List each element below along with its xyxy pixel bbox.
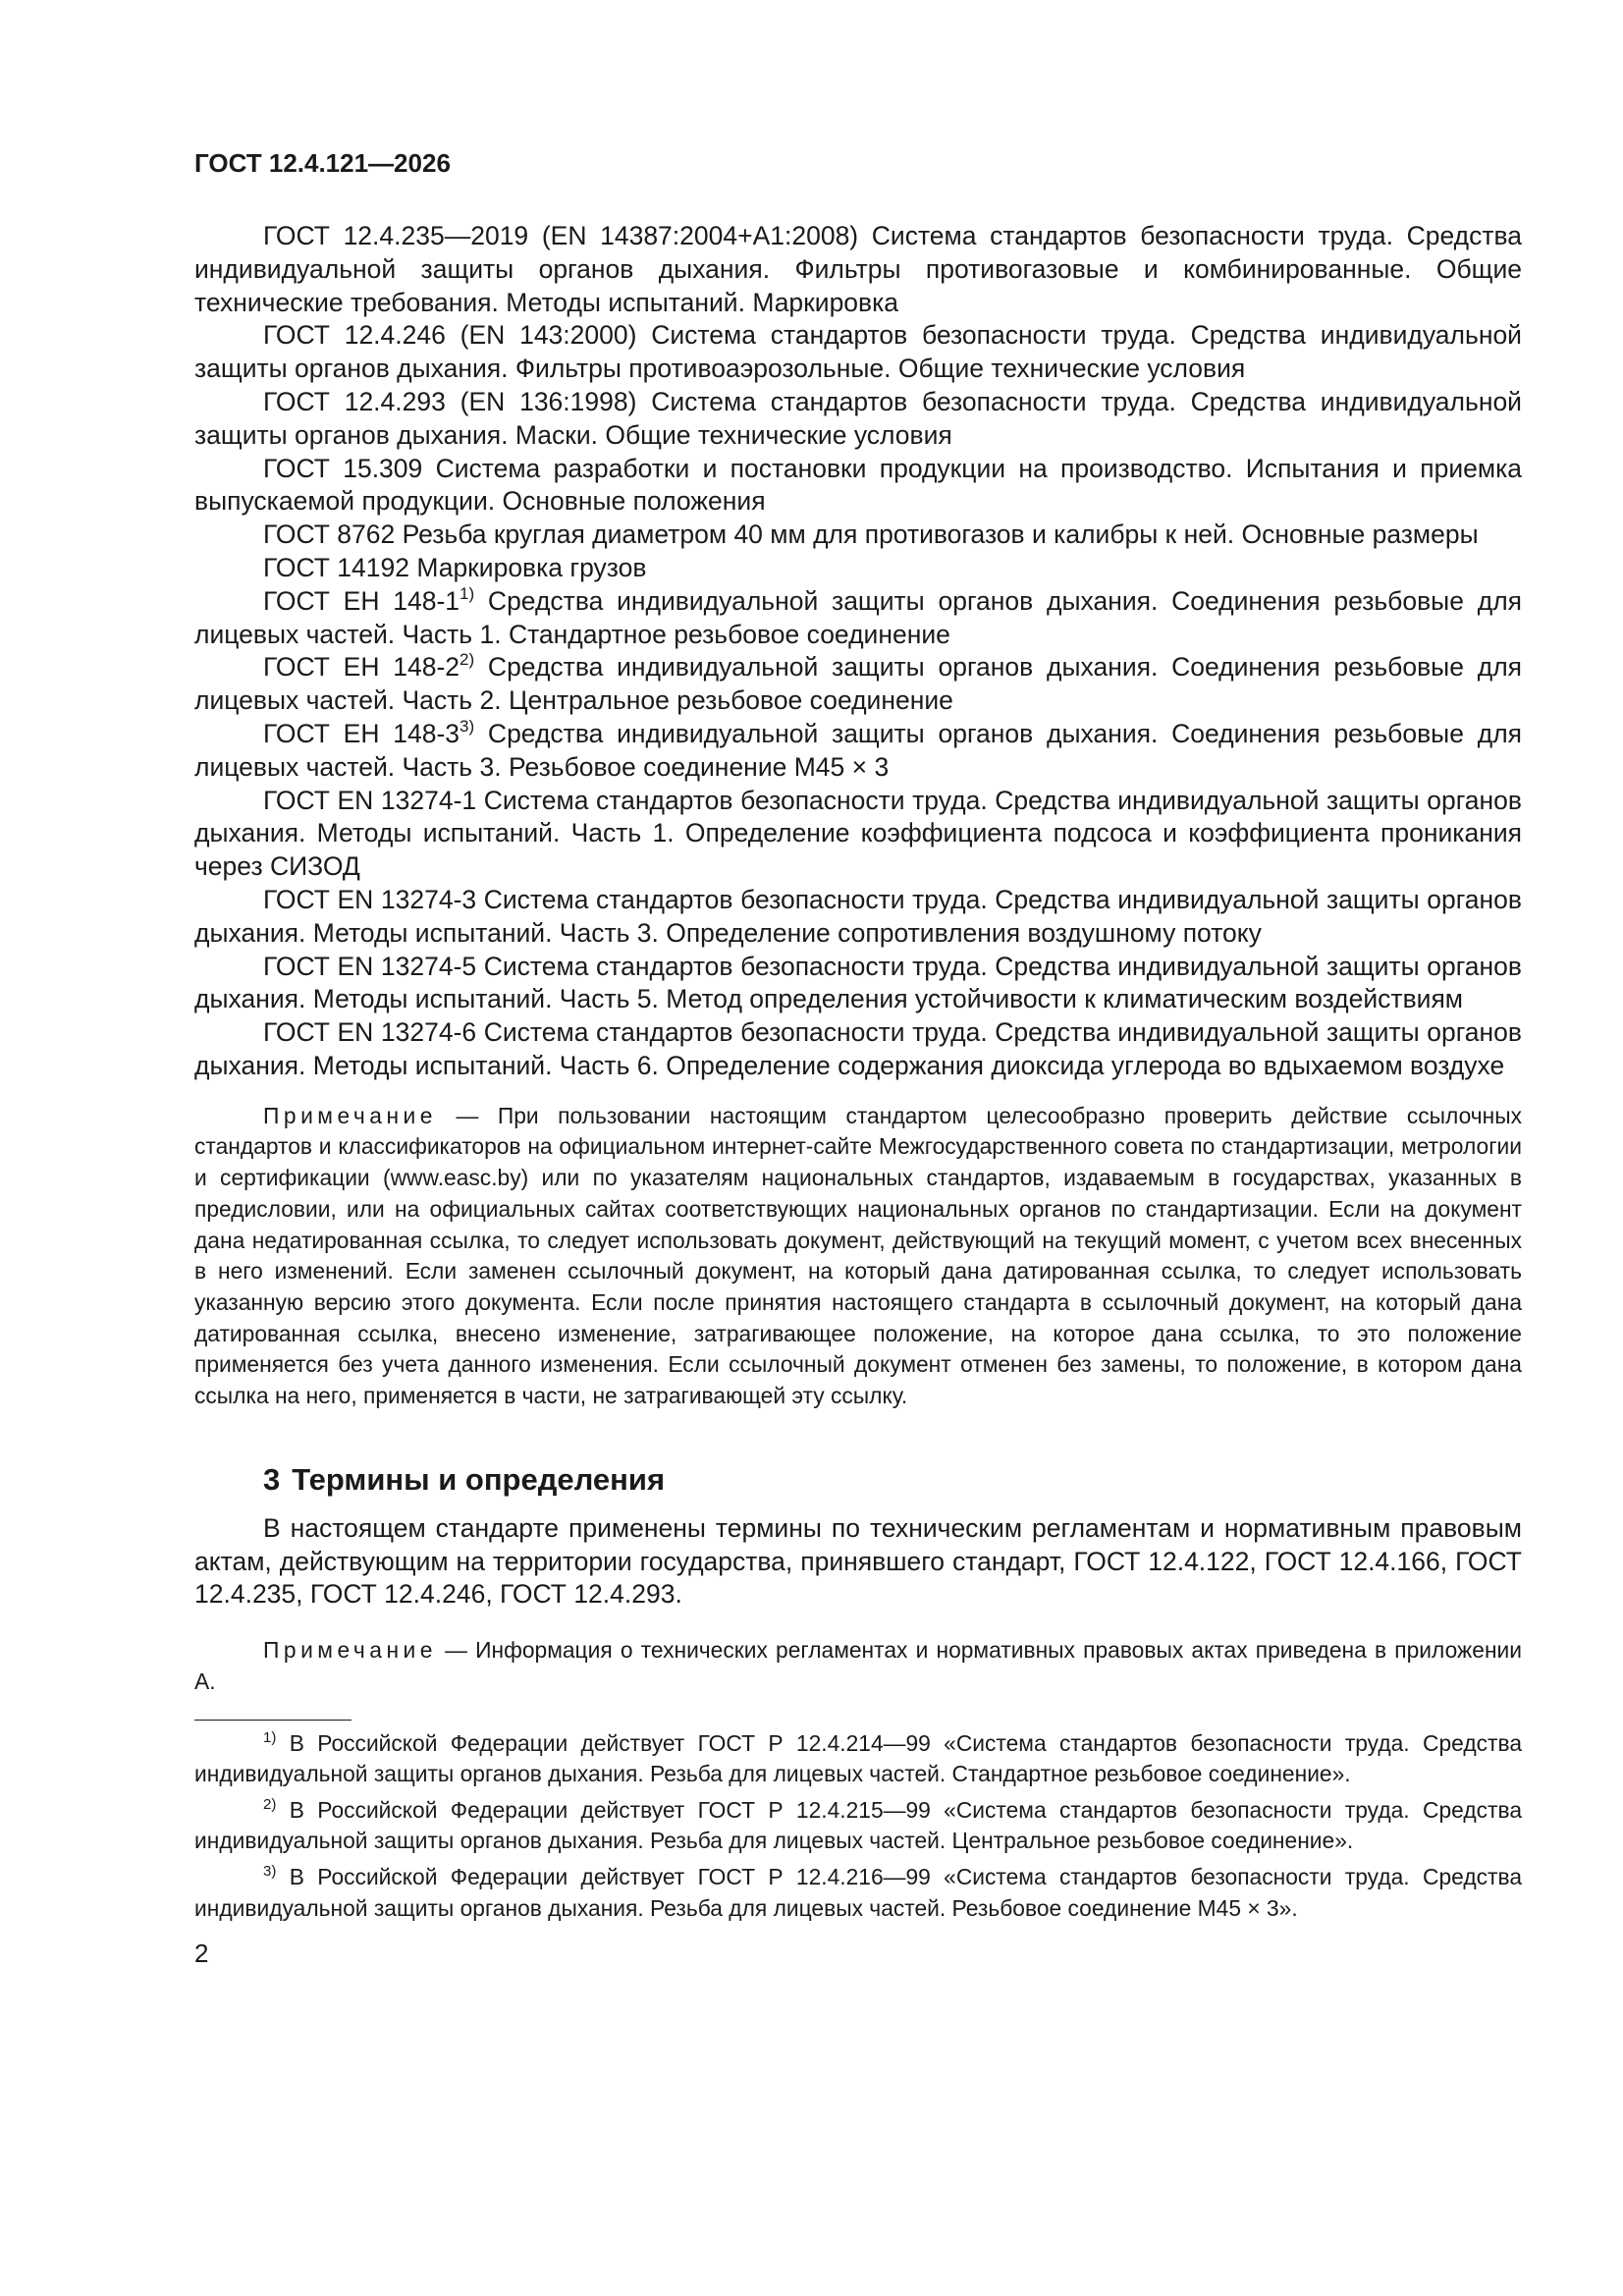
note-text: — При пользовании настоящим стандартом целесообразно проверить действие ссылочных стандартов и классификаторов на официальном интернет-сайте Межгосударственного совета по стандартизации, метрологии и сертификации (www.easc.by) или по указателям национальных стандартов, издаваемым в государствах, указанных в предисловии, или на официальных сайтах соответствующих национальных органов по стандартизации. Если на документ дана недатированная ссылка, то следует использовать документ, действующий на текущий момент, с учетом всех внесенных в него изменений. Если заменен ссылочный документ, на который дана датированная ссылка, то следует использовать указанную версию этого документа. Если после принятия настоящего стандарта в ссылочный документ, на который дана датированная ссылка, внесено изменение, затрагивающее положение, на которое дана ссылка, то это положение применяется без учета данного изменения. Если ссылочный документ отменен без замены, то положение, в котором дана ссылка на него, применяется в части, не затрагивающей эту ссылку. bbox=[194, 1102, 1522, 1409]
note-label: Примечание bbox=[263, 1102, 437, 1128]
reference-item bbox=[194, 884, 1522, 951]
document-page bbox=[194, 147, 1522, 1969]
reference-text: ГОСТ 15.309 Система разработки и постановки продукции на производство. Испытания и приемка выпускаемой продукции. Основные положения bbox=[194, 453, 1522, 517]
footnote-marker[interactable]: 3) bbox=[460, 716, 475, 736]
note-label: Примечание bbox=[263, 1637, 437, 1664]
reference-text: ГОСТ EN 13274-3 Система стандартов безопасности труда. Средства индивидуальной защиты органов дыхания. Методы испытаний. Часть 3. Определение сопротивления воздушному потоку bbox=[194, 884, 1522, 948]
footnote-marker[interactable]: 1) bbox=[460, 583, 475, 603]
footnote-divider bbox=[194, 1720, 352, 1721]
reference-item bbox=[194, 718, 1522, 785]
footnote-item bbox=[194, 1795, 1522, 1856]
reference-item bbox=[194, 1016, 1522, 1083]
section-note bbox=[194, 1635, 1522, 1697]
reference-item bbox=[194, 386, 1522, 453]
reference-item bbox=[194, 951, 1522, 1017]
reference-text-rest: Средства индивидуальной защиты органов дыхания. Соединения резьбовые для лицевых частей. Часть 3. Резьбовое соединение М45 × 3 bbox=[194, 718, 1523, 782]
reference-item bbox=[194, 585, 1522, 652]
reference-text: ГОСТ 8762 Резьба круглая диаметром 40 мм для противогазов и калибры к ней. Основные размеры bbox=[263, 519, 1479, 550]
reference-item bbox=[194, 220, 1522, 319]
reference-text: ГОСТ 12.4.246 (EN 143:2000) Система стандартов безопасности труда. Средства индивидуальной защиты органов дыхания. Фильтры противоаэрозольные. Общие технические условия bbox=[194, 320, 1522, 384]
section-title-text: Термины и определения bbox=[292, 1461, 666, 1497]
reference-text: ГОСТ 12.4.235—2019 (EN 14387:2004+A1:2008) Система стандартов безопасности труда. Средства индивидуальной защиты органов дыхания. Фильтры противогазовые и комбинированные. Общие технические требования. Методы испытаний. Маркировка bbox=[194, 221, 1522, 317]
reference-text: ГОСТ EN 13274-6 Система стандартов безопасности труда. Средства индивидуальной защиты органов дыхания. Методы испытаний. Часть 6. Определение содержания диоксида углерода во вдыхаемом воздухе bbox=[194, 1017, 1522, 1080]
section-paragraph: В настоящем стандарте применены термины по техническим регламентам и нормативным правовым актам, действующим на территории государства, принявшего стандарт, ГОСТ 12.4.122, ГОСТ 12.4.166, ГОСТ 12.4.235, ГОСТ 12.4.246, ГОСТ 12.4.293. bbox=[194, 1512, 1522, 1610]
footnote-text: В Российской Федерации действует ГОСТ Р 12.4.214—99 «Система стандартов безопасности труда. Средства индивидуальной защиты органов дыхания. Резьба для лицевых частей. Стандартное резьбовое соединение». bbox=[194, 1729, 1522, 1786]
note-text: — Информация о технических регламентах и нормативных правовых актах приведена в приложении А. bbox=[194, 1637, 1522, 1694]
section-number: 3 bbox=[263, 1461, 281, 1497]
reference-text: ГОСТ ЕН 148-3 bbox=[263, 718, 460, 748]
footnote-text: В Российской Федерации действует ГОСТ Р 12.4.215—99 «Система стандартов безопасности труда. Средства индивидуальной защиты органов дыхания. Резьба для лицевых частей. Центральное резьбовое соединение». bbox=[194, 1796, 1522, 1854]
reference-item bbox=[194, 453, 1522, 519]
reference-item bbox=[194, 785, 1522, 884]
reference-item bbox=[194, 519, 1522, 552]
footnote-number: 2) bbox=[263, 1795, 277, 1813]
document-header: ГОСТ 12.4.121—2026 bbox=[194, 148, 451, 178]
reference-item bbox=[194, 651, 1522, 718]
section-heading bbox=[263, 1461, 1522, 1499]
reference-item bbox=[194, 319, 1522, 386]
footnote-item bbox=[194, 1862, 1522, 1923]
references-note bbox=[194, 1101, 1522, 1412]
normative-references-list bbox=[194, 220, 1522, 1083]
reference-item bbox=[194, 552, 1522, 585]
reference-text: ГОСТ 12.4.293 (EN 136:1998) Система стандартов безопасности труда. Средства индивидуальной защиты органов дыхания. Маски. Общие технические условия bbox=[194, 386, 1522, 450]
footnote-number: 1) bbox=[263, 1728, 277, 1746]
footnote-item bbox=[194, 1728, 1522, 1789]
reference-text: ГОСТ EN 13274-1 Система стандартов безопасности труда. Средства индивидуальной защиты органов дыхания. Методы испытаний. Часть 1. Определение коэффициента подсоса и коэффициента проникания через СИЗОД bbox=[194, 785, 1522, 882]
reference-text: ГОСТ EN 13274-5 Система стандартов безопасности труда. Средства индивидуальной защиты органов дыхания. Методы испытаний. Часть 5. Метод определения устойчивости к климатическим воздействиям bbox=[194, 951, 1522, 1014]
page-number: 2 bbox=[194, 1938, 209, 1968]
reference-text-rest: Средства индивидуальной защиты органов дыхания. Соединения резьбовые для лицевых частей. Часть 1. Стандартное резьбовое соединение bbox=[194, 585, 1523, 649]
reference-text-rest: Средства индивидуальной защиты органов дыхания. Соединения резьбовые для лицевых частей. Часть 2. Центральное резьбовое соединение bbox=[194, 652, 1523, 716]
reference-text: ГОСТ 14192 Маркировка грузов bbox=[263, 552, 647, 582]
reference-text: ГОСТ ЕН 148-2 bbox=[263, 652, 460, 683]
footnote-marker[interactable]: 2) bbox=[460, 650, 475, 670]
footnote-number: 3) bbox=[263, 1863, 277, 1881]
reference-text: ГОСТ ЕН 148-1 bbox=[263, 585, 460, 616]
footnote-text: В Российской Федерации действует ГОСТ Р 12.4.216—99 «Система стандартов безопасности труда. Средства индивидуальной защиты органов дыхания. Резьба для лицевых частей. Резьбовое соединение М45 × 3». bbox=[194, 1864, 1522, 1921]
